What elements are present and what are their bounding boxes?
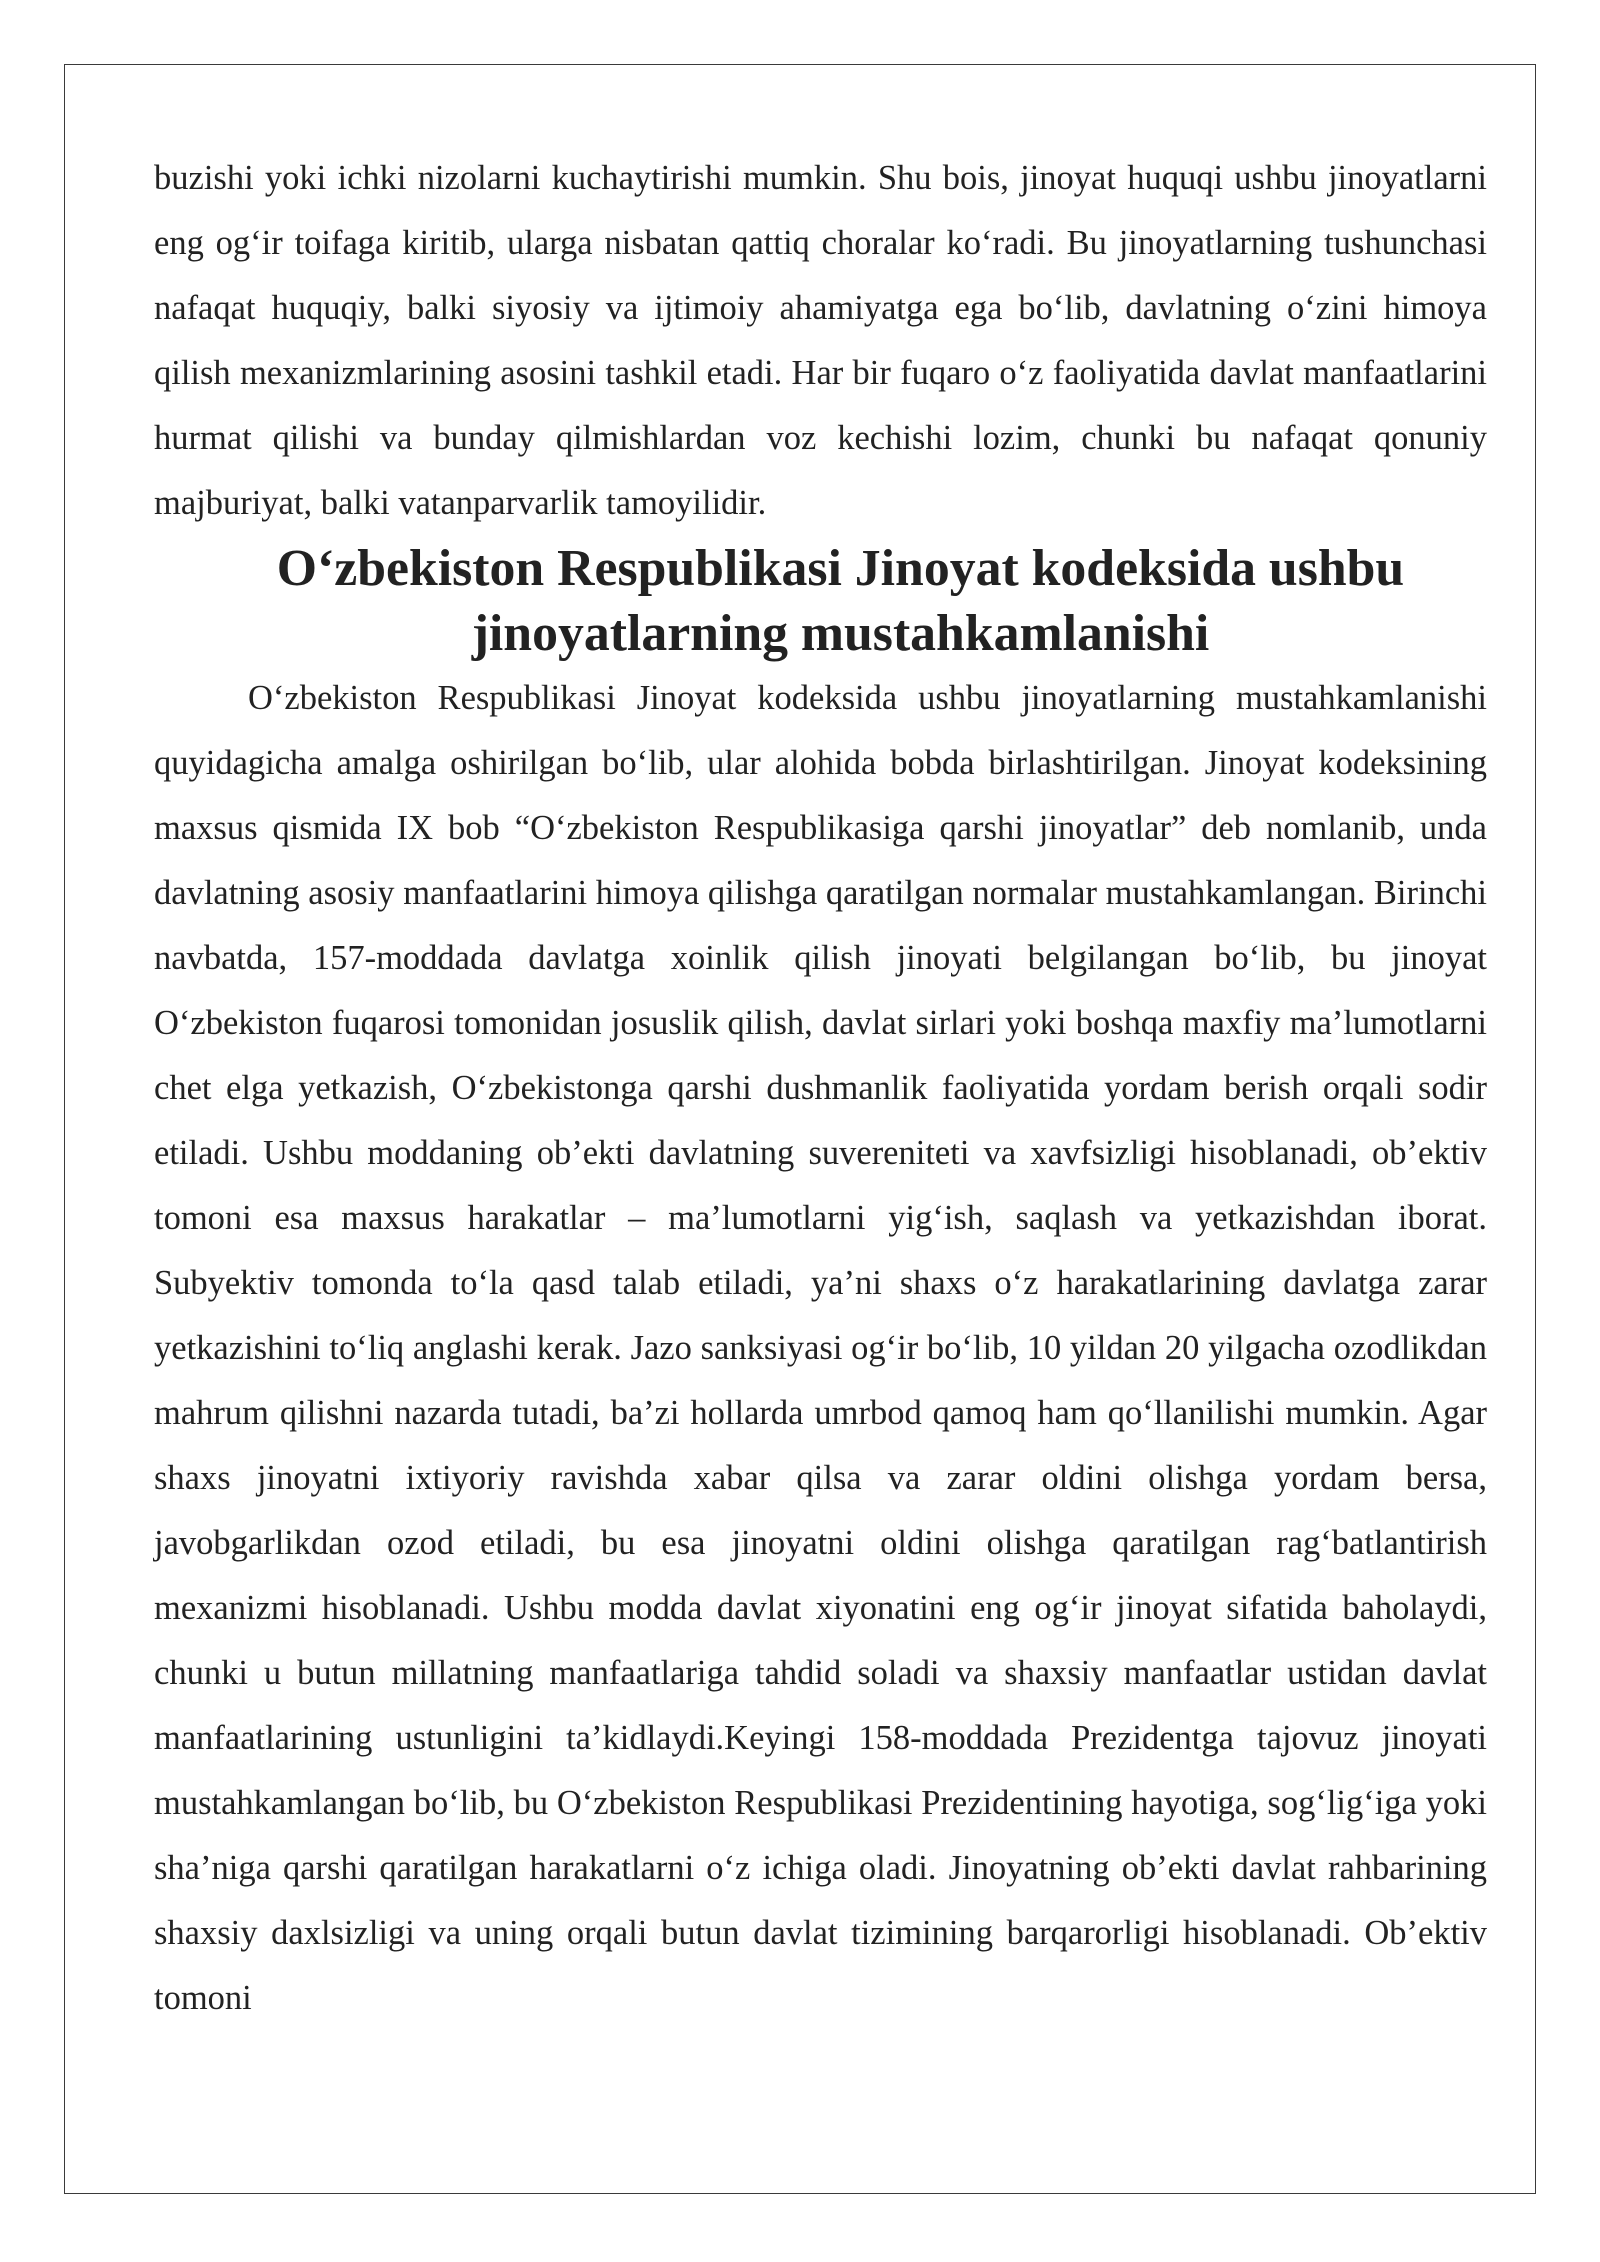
- paragraph-continuation: buzishi yoki ichki nizolarni kuchaytirishi mumkin. Shu bois, jinoyat huquqi ushbu jinoyatlarni eng og‘ir toifaga kiritib, ularga nisbatan qattiq choralar ko‘radi. Bu jinoyatlarning tushunchasi nafaqat huquqiy, balki siyosiy va ijtimoiy ahamiyatga ega bo‘lib, davlatning o‘zini himoya qilish mexanizmlarining asosini tashkil etadi. Har bir fuqaro o‘z faoliyatida davlat manfaatlarini hurmat qilishi va bunday qilmishlardan voz kechishi lozim, chunki bu nafaqat qonuniy majburiyat, balki vatanparvarlik tamoyilidir.: [154, 159, 1487, 522]
- section-heading: O‘zbekiston Respublikasi Jinoyat kodeksida ushbu jinoyatlarning mustahkamlanishi: [276, 540, 1405, 662]
- paragraph-criminal-code: O‘zbekiston Respublikasi Jinoyat kodeksida ushbu jinoyatlarning mustahkamlanishi quyidagicha amalga oshirilgan bo‘lib, ular alohida bobda birlashtirilgan. Jinoyat kodeksining maxsus qismida IX bob “O‘zbekiston Respublikasiga qarshi jinoyatlar” deb nomlanib, unda davlatning asosiy manfaatlarini himoya qilishga qaratilgan normalar mustahkamlangan. Birinchi navbatda, 157-moddada davlatga xoinlik qilish jinoyati belgilangan bo‘lib, bu jinoyat O‘zbekiston fuqarosi tomonidan josuslik qilish, davlat sirlari yoki boshqa maxfiy ma’lumotlarni chet elga yetkazish, O‘zbekistonga qarshi dushmanlik faoliyatida yordam berish orqali sodir etiladi. Ushbu moddaning ob’ekti davlatning suvereniteti va xavfsizligi hisoblanadi, ob’ektiv tomoni esa maxsus harakatlar – ma’lumotlarni yig‘ish, saqlash va yetkazishdan iborat. Subyektiv tomonda to‘la qasd talab etiladi, ya’ni shaxs o‘z harakatlarining davlatga zarar yetkazishini to‘liq anglashi kerak. Jazo sanksiyasi og‘ir bo‘lib, 10 yildan 20 yilgacha ozodlikdan mahrum qilishni nazarda tutadi, ba’zi hollarda umrbod qamoq ham qo‘llanilishi mumkin. Agar shaxs jinoyatni ixtiyoriy ravishda xabar qilsa va zarar oldini olishga yordam bersa, javobgarlikdan ozod etiladi, bu esa jinoyatni oldini olishga qaratilgan rag‘batlantirish mexanizmi hisoblanadi. Ushbu modda davlat xiyonatini eng og‘ir jinoyat sifatida baholaydi, chunki u butun millatning manfaatlariga tahdid soladi va shaxsiy manfaatlar ustidan davlat manfaatlarining ustunligini ta’kidlaydi.Keyingi 158-moddada Prezidentga tajovuz jinoyati mustahkamlangan bo‘lib, bu O‘zbekiston Respublikasi Prezidentining hayotiga, sog‘lig‘iga yoki sha’niga qarshi qaratilgan harakatlarni o‘z ichiga oladi. Jinoyatning ob’ekti davlat rahbarining shaxsiy daxlsizligi va uning orqali butun davlat tizimining barqarorligi hisoblanadi. Ob’ektiv tomoni: [154, 679, 1487, 2017]
- document-body: [154, 146, 1487, 2031]
